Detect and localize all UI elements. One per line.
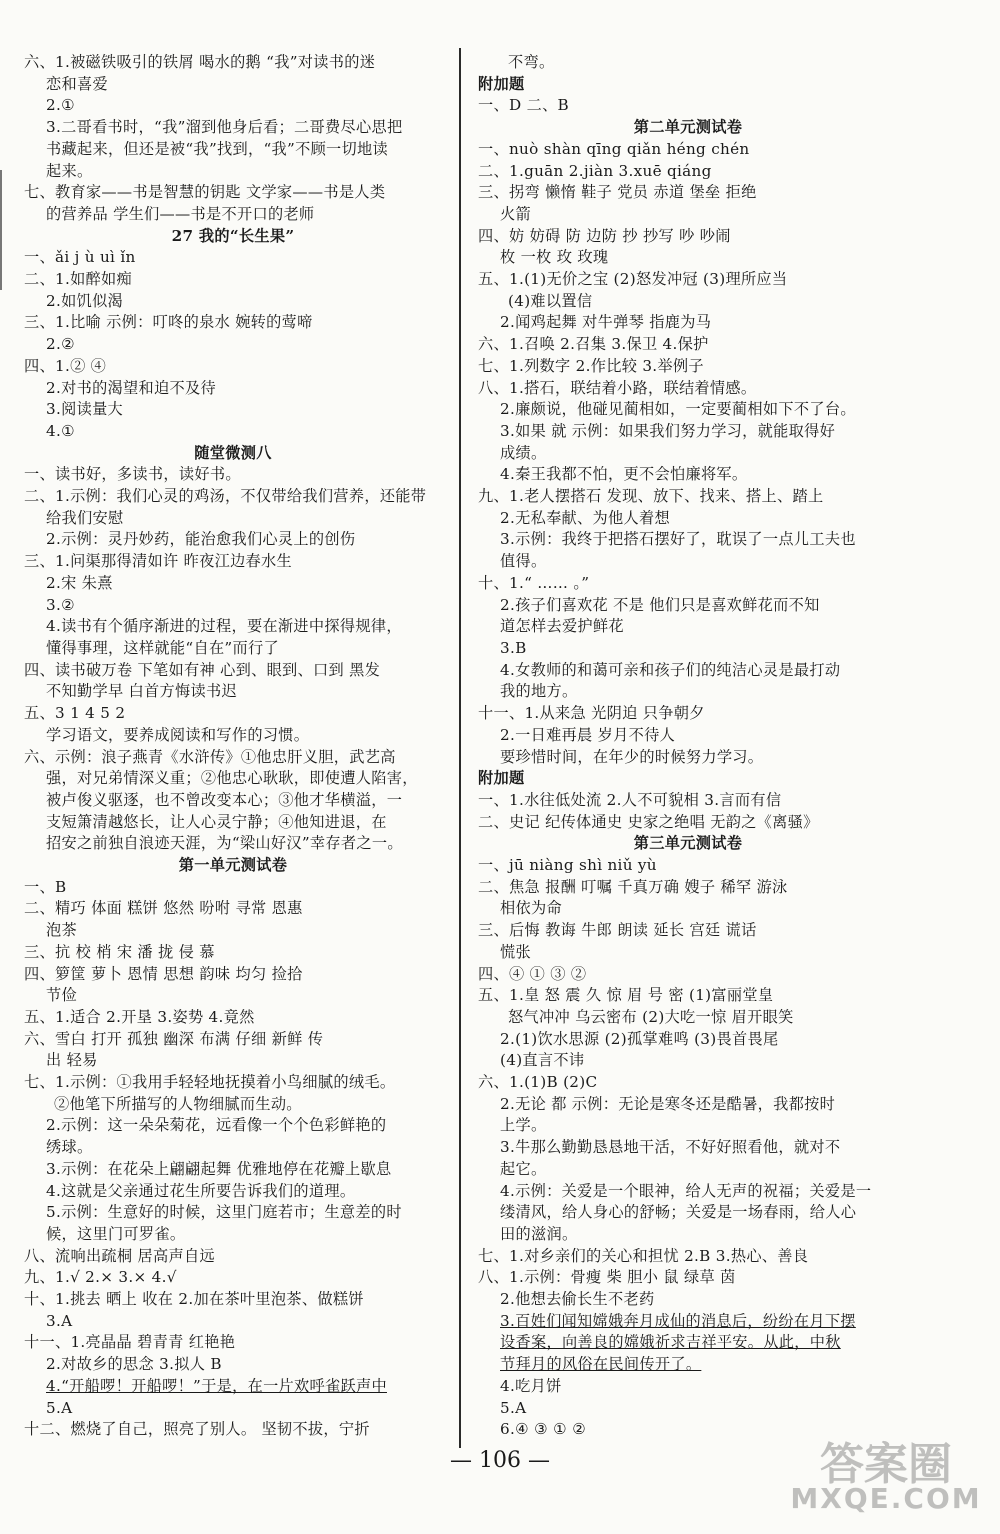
answer-line: 六、1.被磁铁吸引的铁屑 喝水的鹅 “我”对读书的迷 [24, 53, 376, 71]
answer-line: 四、读书破万卷 下笔如有神 心到、眼到、口到 黑发 [24, 660, 381, 679]
answer-line: 不知勤学早 白首方悔读书迟 [46, 682, 237, 701]
watermark-logo [788, 1428, 984, 1520]
answer-line: 5.示例：生意好的时候，这里门庭若市；生意差的时 [46, 1203, 402, 1222]
answer-line: 第三单元测试卷 [633, 834, 743, 853]
answer-line: 二、1.如醉如痴 [24, 270, 133, 289]
answer-line: (4)难以置信 [508, 291, 593, 310]
answer-line: 六、1.召唤 2.召集 3.保卫 4.保护 [478, 335, 709, 354]
answer-line: 出 轻易 [46, 1051, 98, 1070]
answer-line: 火箭 [500, 204, 531, 223]
answer-line: 附加题 [478, 769, 525, 788]
answer-line: 2.② [46, 335, 76, 354]
answer-line: 八、1.搭石，联结着小路，联结着情感。 [478, 378, 757, 397]
answer-line: 4.“开船啰！开船啰！”于是，在一片欢呼雀跃声中 [46, 1376, 387, 1395]
answer-line: 要珍惜时间，在年少的时候努力学习。 [500, 747, 764, 766]
answer-line: 二、1.guān 2.jiàn 3.xuē qiáng [478, 161, 712, 180]
answer-line: 给我们安慰 [46, 508, 124, 527]
answer-line: 3.示例：我终于把搭石摆好了，耽误了一点儿工夫也 [500, 530, 856, 549]
answer-line: 懂得事理，这样就能“自在”而行了 [46, 638, 279, 657]
answer-line: 候，这里门可罗雀。 [46, 1224, 186, 1243]
answer-line: 七、1.对乡亲们的关心和担忧 2.B 3.热心、善良 [478, 1246, 809, 1265]
answer-line: 一、读书好，多读书，读好书。 [24, 465, 241, 484]
answer-line: 田的滋润。 [500, 1224, 578, 1243]
answer-line: 三、抗 校 梢 宋 潘 拢 侵 慕 [24, 942, 215, 961]
answer-line: 节俭 [46, 986, 77, 1005]
answer-line: 4.吃月饼 [500, 1376, 562, 1395]
answer-line: 3.如果 就 示例：如果我们努力学习，就能取得好 [500, 421, 836, 440]
answer-line: 九、1.老人摆搭石 发现、放下、找来、搭上、踏上 [478, 487, 824, 506]
answer-line: 八、1.示例：骨瘦 柴 胆小 鼠 绿草 茵 [478, 1268, 736, 1287]
answer-line: 四、妨 妨碍 防 边防 抄 抄写 吵 吵闹 [478, 226, 731, 245]
answer-line: 起它。 [500, 1159, 547, 1178]
answer-line: 十、1.挑去 晒上 收在 2.加在茶叶里泡茶、做糕饼 [24, 1290, 364, 1309]
answer-line: ②他笔下所描写的人物细腻而生动。 [54, 1094, 302, 1113]
answer-line: 二、史记 纪传体通史 史家之绝唱 无韵之《离骚》 [478, 812, 819, 831]
answer-line: 十一、1.亮晶晶 碧青青 红艳艳 [24, 1333, 236, 1352]
answer-line: 招安之前独自浪迹天涯，为“梁山好汉”幸存者之一。 [46, 834, 403, 853]
answer-line: 一、ǎi j ù uì ǐn [24, 248, 136, 267]
answer-line: 2.孩子们喜欢花 不是 他们只是喜欢鲜花而不知 [500, 595, 820, 614]
answer-line: 五、1.适合 2.开垦 3.姿势 4.竟然 [24, 1007, 255, 1026]
right-column [478, 52, 898, 1441]
answer-line: 三、拐弯 懒惰 鞋子 党员 赤道 堡垒 拒绝 [478, 183, 757, 202]
answer-line: 3.示例：在花朵上翩翩起舞 优雅地停在花瓣上歇息 [46, 1159, 392, 1178]
answer-line: 不弯。 [508, 53, 555, 71]
answer-line: 第二单元测试卷 [633, 118, 743, 137]
answer-line: 一、nuò shàn qīng qiǎn héng chén [478, 139, 750, 158]
answer-line: 六、示例：浪子燕青《水浒传》①他忠肝义胆，武艺高 [24, 747, 396, 766]
answer-line: 2.(1)饮水思源 (2)孤掌难鸣 (3)畏首畏尾 [500, 1029, 779, 1048]
answer-line: 3.② [46, 595, 76, 614]
answer-line: 起来。 [46, 161, 93, 180]
answer-line: 四、1.② ④ [24, 356, 107, 375]
left-column [24, 52, 442, 1441]
answer-line: 一、B [24, 877, 67, 896]
answer-line: 十、1.“ …… 。” [478, 573, 590, 592]
answer-line: 十一、1.从来急 光阴迫 只争朝夕 [478, 704, 705, 723]
answer-line: 相依为命 [500, 899, 562, 918]
answer-line: (4)直言不讳 [500, 1051, 585, 1070]
answer-line: 5.A [500, 1398, 527, 1417]
answer-line: 四、箩筐 萝卜 恩情 思想 韵味 均匀 捡拾 [24, 964, 303, 983]
answer-line: 缕清风，给人身心的舒畅；关爱是一场春雨，给人心 [500, 1203, 857, 1222]
answer-line: 2.宋 朱熹 [46, 573, 113, 592]
answer-line: 值得。 [500, 552, 547, 571]
page-number: — 106 — [450, 1448, 550, 1473]
answer-line: 学习语文，要养成阅读和写作的习惯。 [46, 725, 310, 744]
answer-line: 强，对兄弟情深义重；②他忠心耿耿，即使遭人陷害， [46, 769, 418, 788]
answer-line: 九、1.√ 2.× 3.× 4.√ [24, 1268, 177, 1287]
answer-line: 三、1.比喻 示例：叮咚的泉水 婉转的莺啼 [24, 313, 313, 332]
answer-line: 2.① [46, 96, 76, 115]
answer-line: 五、3 1 4 5 2 [24, 704, 126, 723]
answer-line: 泡茶 [46, 921, 77, 940]
answer-line: 五、1.皇 怒 震 久 惊 眉 号 密 (1)富丽堂皇 [478, 986, 774, 1005]
answer-line: 一、D 二、B [478, 96, 570, 115]
answer-line: 4.女教师的和蔼可亲和孩子们的纯洁心灵是最打动 [500, 660, 841, 679]
answer-line: 3.二哥看书时，“我”溜到他身后看；二哥费尽心思把 [46, 118, 403, 137]
answer-line: 书藏起来，但还是被“我”找到，“我”不顾一切地读 [46, 139, 389, 158]
answer-line: 2.如饥似渴 [46, 291, 124, 310]
answer-line: 的营养品 学生们——书是不开口的老师 [46, 204, 315, 223]
answer-line: 成绩。 [500, 443, 547, 462]
answer-line: 怒气冲冲 乌云密布 (2)大吃一惊 眉开眼笑 [508, 1007, 794, 1026]
answer-line: 4.秦王我都不怕，更不会怕廉将军。 [500, 465, 748, 484]
answer-line: 4.这就是父亲通过花生所要告诉我们的道理。 [46, 1181, 356, 1200]
answer-line: 二、焦急 报酬 叮嘱 千真万确 嫂子 稀罕 游泳 [478, 877, 788, 896]
answer-line: 三、1.问渠那得清如许 昨夜江边春水生 [24, 552, 293, 571]
answer-line: 八、流响出疏桐 居高声自远 [24, 1246, 215, 1265]
watermark-en: MXQE.COM [790, 1482, 982, 1515]
answer-line: 我的地方。 [500, 682, 578, 701]
answer-line: 2.示例：灵丹妙药，能治愈我们心灵上的创伤 [46, 530, 356, 549]
answer-line: 3.B [500, 638, 527, 657]
answer-line: 恋和喜爱 [46, 74, 108, 93]
answer-line: 上学。 [500, 1116, 547, 1135]
answer-line: 2.一日难再晨 岁月不待人 [500, 725, 676, 744]
answer-line: 4.读书有个循序渐进的过程，要在渐进中探得规律， [46, 617, 402, 636]
answer-line: 6.④ ③ ① ② [500, 1420, 587, 1439]
answer-line: 十二、燃烧了自己，照亮了别人。 坚韧不拔，宁折 [24, 1420, 370, 1439]
answer-line: 3.牛那么勤勤恳恳地干活，不好好照看他，就对不 [500, 1138, 841, 1157]
answer-line: 2.示例：这一朵朵菊花，远看像一个个色彩鲜艳的 [46, 1116, 387, 1135]
answer-line: 3.阅读量大 [46, 400, 124, 419]
answer-line: 第一单元测试卷 [178, 856, 288, 875]
answer-line: 27 我的“长生果” [171, 226, 295, 245]
answer-line: 六、雪白 打开 孤独 幽深 布满 仔细 新鲜 传 [24, 1029, 324, 1048]
answer-line: 二、精巧 体面 糕饼 悠然 吩咐 寻常 恩惠 [24, 899, 303, 918]
watermark-cn: 答案圈 [820, 1439, 952, 1490]
answer-line: 四、④ ① ③ ② [478, 964, 587, 983]
answer-line: 2.闻鸡起舞 对牛弹琴 指鹿为马 [500, 313, 712, 332]
answer-line: 2.无论 都 示例：无论是寒冬还是酷暑，我都按时 [500, 1094, 836, 1113]
answer-line: 慌张 [500, 942, 531, 961]
answer-line: 节拜月的风俗在民间传开了。 [500, 1355, 702, 1374]
answer-line: 绣球。 [46, 1138, 93, 1157]
answer-line: 一、1.水往低处流 2.人不可貌相 3.言而有信 [478, 790, 782, 809]
answer-line: 2.对书的渴望和迫不及待 [46, 378, 216, 397]
answer-line: 七、教育家——书是智慧的钥匙 文学家——书是人类 [24, 183, 386, 202]
answer-line: 设香案，向善良的嫦娥祈求吉祥平安。从此，中秋 [500, 1333, 841, 1352]
margin-mark [0, 170, 10, 290]
answer-line: 一、jū niàng shì niǔ yù [478, 856, 657, 875]
answer-line: 二、1.示例：我们心灵的鸡汤，不仅带给我们营养，还能带 [24, 487, 427, 506]
answer-line: 三、后悔 教诲 牛郎 朗读 延长 宫廷 谎话 [478, 921, 757, 940]
answer-line: 被卢俊义驱逐，也不曾改变本心；③他才华横溢，一 [46, 790, 403, 809]
answer-line: 2.廉颇说，他碰见蔺相如，一定要蔺相如下不了台。 [500, 400, 856, 419]
answer-line: 3.A [46, 1311, 73, 1330]
answer-line: 道怎样去爱护鲜花 [500, 617, 624, 636]
answer-line: 5.A [46, 1398, 73, 1417]
answer-line: 随堂微测八 [194, 443, 272, 462]
answer-line: 七、1.示例：①我用手轻轻地抚摸着小鸟细腻的绒毛。 [24, 1073, 396, 1092]
answer-line: 支短箫清越悠长，让人心灵宁静；④他知进退，在 [46, 812, 387, 831]
answer-line: 六、1.(1)B (2)C [478, 1073, 598, 1092]
column-divider [459, 48, 461, 1448]
answer-line: 3.百姓们闻知嫦娥奔月成仙的消息后，纷纷在月下摆 [500, 1311, 856, 1330]
answer-line: 4.① [46, 421, 76, 440]
answer-line: 2.对故乡的思念 3.拟人 B [46, 1355, 222, 1374]
answer-line: 2.他想去偷长生不老药 [500, 1290, 655, 1309]
answer-line: 4.示例：关爱是一个眼神，给人无声的祝福；关爱是一 [500, 1181, 872, 1200]
answer-line: 枚 一枚 玫 玫瑰 [500, 248, 609, 267]
answer-line: 五、1.(1)无价之宝 (2)怒发冲冠 (3)理所应当 [478, 270, 788, 289]
answer-line: 附加题 [478, 74, 525, 93]
answer-line: 七、1.列数字 2.作比较 3.举例子 [478, 356, 704, 375]
answer-line: 2.无私奉献、为他人着想 [500, 508, 670, 527]
